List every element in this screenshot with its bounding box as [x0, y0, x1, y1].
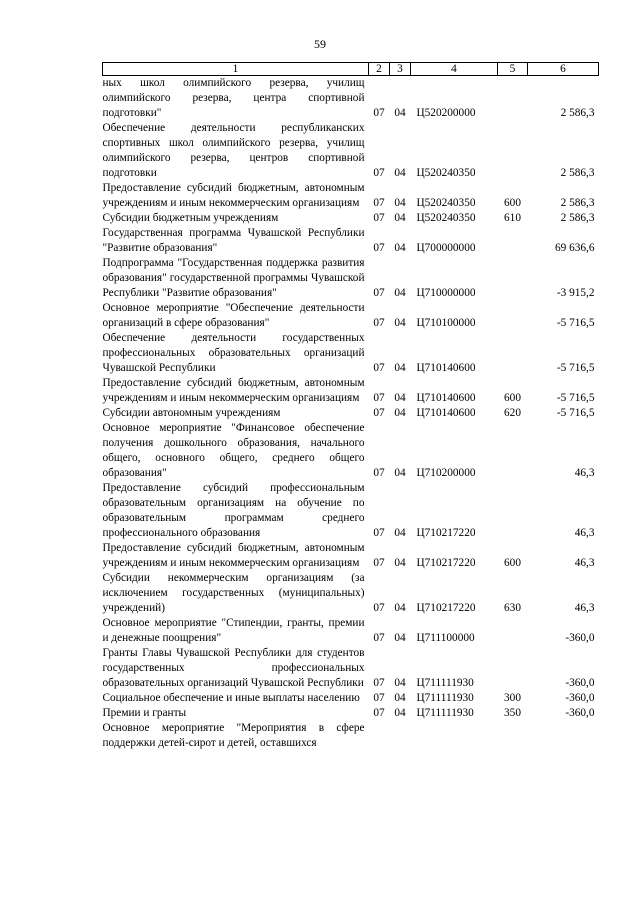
row-section-code: 07 [373, 602, 385, 614]
column-header: 6 [528, 63, 599, 76]
row-section-code: 07 [373, 692, 385, 704]
row-target-article-code: Ц710140600 [416, 362, 476, 374]
row-subsection-code: 04 [394, 197, 406, 209]
row-amount: 2 586,3 [560, 197, 595, 209]
row-subsection-code: 04 [394, 407, 406, 419]
row-amount: 2 586,3 [560, 107, 595, 119]
table-row [103, 706, 599, 721]
row-target-article-code: Ц520240350 [416, 197, 476, 209]
row-name-cell: Основное мероприятие "Обеспечение деятельности организаций в сфере образования" [102, 302, 365, 329]
row-target-article-code: Ц711111930 [416, 677, 474, 689]
row-expense-type-code [498, 301, 528, 331]
row-name-cell: Государственная программа Чувашской Республики "Развитие образования" [102, 227, 365, 254]
row-section-code: 07 [373, 362, 385, 374]
row-amount: -5 716,5 [556, 392, 595, 404]
row-subsection-code: 04 [394, 362, 406, 374]
row-subsection-code: 04 [394, 167, 406, 179]
row-expense-type-code [498, 76, 528, 122]
table-row [103, 616, 599, 646]
table-row [103, 256, 599, 301]
table-row [103, 721, 599, 751]
row-target-article-code: Ц710100000 [416, 317, 476, 329]
page-number: 59 [314, 37, 326, 51]
table-row [103, 481, 599, 541]
row-name-cell: Основное мероприятие "Стипендии, гранты, премии и денежные поощрения" [102, 617, 365, 644]
row-expense-type-code: 630 [504, 602, 521, 614]
row-section-code [369, 721, 390, 751]
row-expense-type-code: 600 [504, 197, 521, 209]
row-section-code: 07 [373, 242, 385, 254]
row-target-article-code: Ц520200000 [416, 107, 476, 119]
row-name-cell: Предоставление субсидий бюджетным, автономным учреждениям и иным некоммерческим организациям [102, 182, 365, 209]
row-subsection-code: 04 [394, 212, 406, 224]
row-amount: -360,0 [565, 632, 595, 644]
row-amount: 46,3 [574, 467, 595, 479]
row-section-code: 07 [373, 212, 385, 224]
row-amount: -5 716,5 [556, 317, 595, 329]
row-expense-type-code [498, 331, 528, 376]
column-header: 2 [369, 63, 390, 76]
row-amount: -360,0 [565, 677, 595, 689]
row-amount: -3 915,2 [556, 287, 595, 299]
row-section-code: 07 [373, 167, 385, 179]
column-header: 3 [390, 63, 411, 76]
row-section-code: 07 [373, 317, 385, 329]
row-section-code: 07 [373, 527, 385, 539]
row-name-cell: Гранты Главы Чувашской Республики для студентов государственных профессиональных образовательных организаций Чувашской Республики [102, 647, 365, 689]
row-expense-type-code [498, 721, 528, 751]
row-subsection-code: 04 [394, 632, 406, 644]
row-expense-type-code: 350 [504, 707, 521, 719]
row-section-code: 07 [373, 677, 385, 689]
row-expense-type-code [498, 421, 528, 481]
row-section-code: 07 [373, 407, 385, 419]
table-row [103, 376, 599, 406]
row-subsection-code: 04 [394, 242, 406, 254]
row-name-cell: Обеспечение деятельности государственных профессиональных образовательных организаций Чувашской Республики [102, 332, 365, 374]
table-row [103, 406, 599, 421]
row-target-article-code: Ц710140600 [416, 407, 476, 419]
row-name-cell: Субсидии некоммерческим организациям (за исключением государственных (муниципальных) учреждений) [102, 572, 365, 614]
row-amount: 2 586,3 [560, 167, 595, 179]
row-amount: 2 586,3 [560, 212, 595, 224]
row-amount: -360,0 [565, 707, 595, 719]
table-row [103, 421, 599, 481]
table-row [103, 331, 599, 376]
row-subsection-code [390, 721, 411, 751]
table-row [103, 76, 599, 122]
row-expense-type-code: 300 [504, 692, 521, 704]
row-name-cell: Обеспечение деятельности республиканских спортивных школ олимпийского резерва, училищ олимпийского резерва, центров спортивной подготовки [102, 122, 365, 179]
row-name-cell: Подпрограмма "Государственная поддержка развития образования" государственной программы Чувашской Республики "Развитие образования" [102, 257, 365, 299]
row-target-article-code: Ц710200000 [416, 467, 476, 479]
row-expense-type-code: 600 [504, 392, 521, 404]
row-subsection-code: 04 [394, 527, 406, 539]
row-section-code: 07 [373, 632, 385, 644]
row-amount: 69 636,6 [554, 242, 595, 254]
row-expense-type-code [498, 481, 528, 541]
table-row [103, 646, 599, 691]
budget-table [102, 62, 599, 751]
column-header: 4 [411, 63, 498, 76]
column-number-header [103, 63, 599, 76]
row-expense-type-code: 600 [504, 557, 521, 569]
table-row [103, 211, 599, 226]
row-section-code: 07 [373, 107, 385, 119]
row-subsection-code: 04 [394, 317, 406, 329]
row-subsection-code: 04 [394, 677, 406, 689]
row-name-cell: Субсидии бюджетным учреждениям [102, 212, 279, 224]
row-amount [528, 721, 599, 751]
row-subsection-code: 04 [394, 692, 406, 704]
row-name-cell: ных школ олимпийского резерва, училищ олимпийского резерва, центра спортивной подготовки" [102, 77, 365, 119]
table-row [103, 571, 599, 616]
row-amount: 46,3 [574, 527, 595, 539]
row-amount: -360,0 [565, 692, 595, 704]
row-target-article-code: Ц710140600 [416, 392, 476, 404]
row-name-cell: Предоставление субсидий бюджетным, автономным учреждениям и иным некоммерческим организациям [102, 542, 365, 569]
row-expense-type-code: 610 [504, 212, 521, 224]
table-row [103, 541, 599, 571]
row-amount: 46,3 [574, 557, 595, 569]
row-target-article-code: Ц711111930 [416, 692, 474, 704]
table-row [103, 691, 599, 706]
row-target-article-code: Ц711111930 [416, 707, 474, 719]
row-target-article-code: Ц700000000 [416, 242, 476, 254]
row-expense-type-code [498, 226, 528, 256]
row-target-article-code: Ц710217220 [416, 602, 476, 614]
row-section-code: 07 [373, 557, 385, 569]
row-amount: -5 716,5 [556, 362, 595, 374]
row-expense-type-code [498, 646, 528, 691]
table-body [103, 76, 599, 752]
row-subsection-code: 04 [394, 602, 406, 614]
row-expense-type-code [498, 121, 528, 181]
row-name-cell: Социальное обеспечение и иные выплаты населению [102, 692, 360, 704]
table-row [103, 121, 599, 181]
row-subsection-code: 04 [394, 107, 406, 119]
table-row [103, 181, 599, 211]
column-header: 1 [103, 63, 369, 76]
row-expense-type-code [498, 256, 528, 301]
row-section-code: 07 [373, 287, 385, 299]
row-section-code: 07 [373, 467, 385, 479]
row-subsection-code: 04 [394, 287, 406, 299]
column-header: 5 [498, 63, 528, 76]
table-row [103, 301, 599, 331]
row-expense-type-code: 620 [504, 407, 521, 419]
row-section-code: 07 [373, 392, 385, 404]
row-name-cell: Премии и гранты [102, 707, 187, 719]
row-target-article-code: Ц710217220 [416, 527, 476, 539]
row-expense-type-code [498, 616, 528, 646]
row-target-article-code: Ц711100000 [416, 632, 475, 644]
row-subsection-code: 04 [394, 392, 406, 404]
row-target-article-code: Ц710000000 [416, 287, 476, 299]
row-subsection-code: 04 [394, 557, 406, 569]
row-target-article-code: Ц520240350 [416, 212, 476, 224]
row-name-cell: Основное мероприятие "Мероприятия в сфере поддержки детей-сирот и детей, оставшихся [102, 722, 365, 749]
row-section-code: 07 [373, 707, 385, 719]
row-subsection-code: 04 [394, 707, 406, 719]
row-amount: 46,3 [574, 602, 595, 614]
row-amount: -5 716,5 [556, 407, 595, 419]
row-section-code: 07 [373, 197, 385, 209]
table-row [103, 226, 599, 256]
row-target-article-code: Ц710217220 [416, 557, 476, 569]
row-target-article-code: Ц520240350 [416, 167, 476, 179]
row-name-cell: Предоставление субсидий профессиональным образовательным организациям на обучение по образовательным программам среднего профессионального образования [102, 482, 365, 539]
row-name-cell: Предоставление субсидий бюджетным, автономным учреждениям и иным некоммерческим организациям [102, 377, 365, 404]
row-name-cell: Основное мероприятие "Финансовое обеспечение получения дошкольного образования, начального общего, основного общего, среднего общего образования" [102, 422, 365, 479]
row-subsection-code: 04 [394, 467, 406, 479]
row-name-cell: Субсидии автономным учреждениям [102, 407, 281, 419]
row-target-article-code [411, 721, 498, 751]
